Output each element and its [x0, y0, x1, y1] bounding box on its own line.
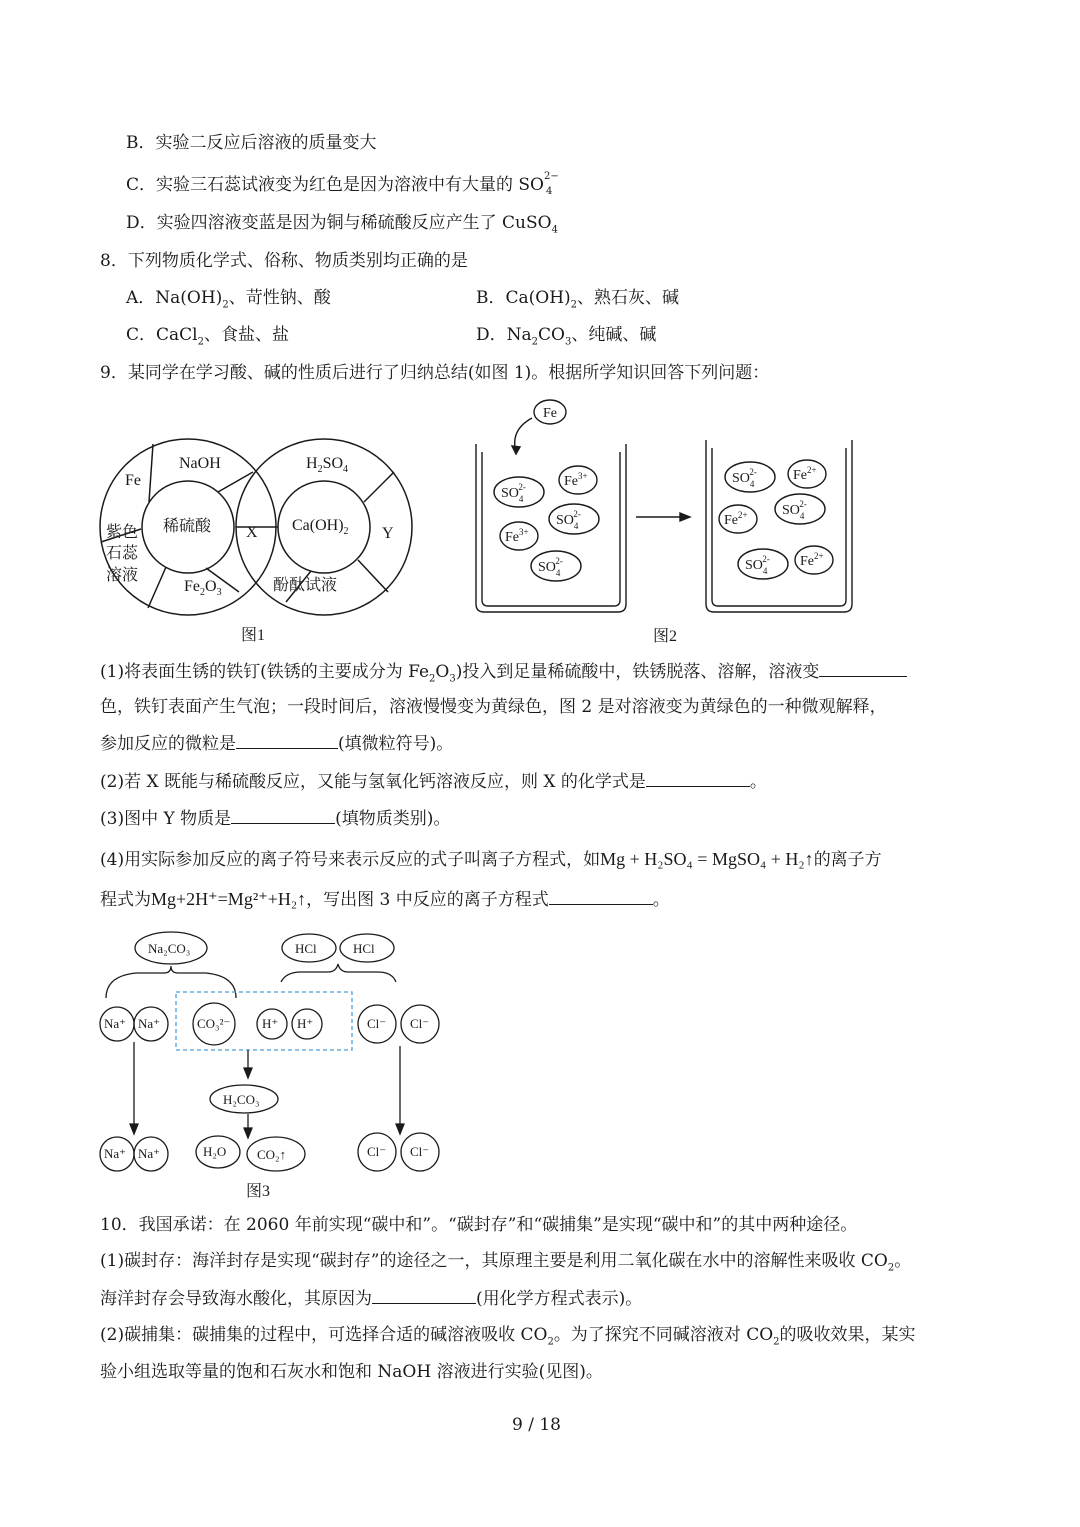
fig1-right-center: $Ca(OH)_2$ [292, 517, 349, 537]
fig2-ion-so4: $SO_42-$ [782, 499, 807, 521]
fig3-co3-ion: CO₃²⁻ [197, 1016, 231, 1031]
q9-stem: 9．某同学在学习酸、碱的性质后进行了归纳总结(如图 1)。根据所学知识回答下列问题： [100, 363, 770, 383]
fig1-left-center: 稀硫酸 [163, 518, 212, 535]
page-number: 9 / 18 [512, 1415, 561, 1435]
q8-stem: 8．下列物质化学式、俗称、物质类别均正确的是 [100, 251, 468, 271]
q8-option-b: B．$Ca(OH)_2$、熟石灰、碱 [476, 288, 680, 311]
figure-3 [96, 928, 446, 1204]
answer-blank[interactable] [549, 888, 653, 905]
q10-part2-line2: 验小组选取等量的饱和石灰水和饱和 NaOH 溶液进行实验(见图)。 [100, 1362, 603, 1382]
q9-part1-line3: 参加反应的微粒是 (填微粒符号)。 [100, 734, 454, 754]
fig2-ion-fe2: $Fe^{2+}$ [724, 510, 748, 528]
fig1-y-label: Y [382, 525, 394, 542]
q10-part2-line1: (2)碳捕集：碳捕集的过程中，可选择合适的碱溶液吸收 $CO_2$。为了探究不同碱溶液对 $CO_2$的吸收效果，某实 [100, 1325, 916, 1348]
fig2-ion-fe3: $Fe^{3+}$ [505, 527, 529, 545]
answer-blank[interactable] [236, 732, 338, 749]
fig1-litmus-1: 紫色 [106, 524, 139, 541]
q9-part1-line2: 色，铁钉表面产生气泡；一段时间后，溶液慢慢变为黄绿色，图 2 是对溶液变为黄绿色的一种微观解释， [100, 697, 887, 717]
fig3-na-ion: Na⁺ [138, 1016, 161, 1031]
fig2-ion-fe3: $Fe^{3+}$ [564, 471, 588, 489]
fig1-caption: 图1 [241, 627, 266, 644]
figure-1 [96, 432, 426, 654]
fig1-fe2o3: $Fe_2O_3$ [184, 578, 222, 598]
fig3-h-ion: H⁺ [297, 1016, 314, 1031]
q9-part3: (3)图中 Y 物质是 (填物质类别)。 [100, 809, 451, 829]
q8-option-a: A．$Na(OH)_2$、苛性钠、酸 [126, 288, 331, 311]
answer-blank[interactable] [819, 660, 907, 677]
fig2-ion-so4: $SO_42-$ [538, 556, 563, 578]
fig3-hcl: HCl [295, 941, 317, 956]
fig3-na-ion: Na⁺ [138, 1146, 161, 1161]
fig1-naoh: NaOH [179, 455, 221, 472]
q9-part2: (2)若 X 既能与稀硫酸反应，又能与氢氧化钙溶液反应，则 X 的化学式是 。 [100, 772, 767, 792]
fig1-litmus-3: 溶液 [106, 567, 139, 584]
answer-blank[interactable] [372, 1287, 476, 1304]
fig3-na-ion: Na⁺ [104, 1146, 127, 1161]
fig2-fe-label: Fe [543, 406, 557, 421]
q7-option-b: B．实验二反应后溶液的质量变大 [126, 133, 377, 153]
fig3-na2co3: Na₂CO₃ [148, 941, 191, 956]
fig2-ion-so4: $SO_42-$ [556, 509, 581, 531]
fig2-ion-so4: $SO_42-$ [745, 554, 770, 576]
figure-2 [470, 396, 860, 652]
q10-part1-line1: (1)碳封存：海洋封存是实现“碳封存”的途径之一，其原理主要是利用二氧化碳在水中的溶解性来吸收 $CO_2$。 [100, 1251, 912, 1274]
fig2-ion-so4: $SO_42-$ [732, 467, 757, 489]
fig1-fe: Fe [125, 472, 141, 489]
q9-part4-line2: 程式为Mg+2H⁺=Mg²⁺+H₂↑，写出图 3 中反应的离子方程式 。 [100, 889, 670, 910]
fig2-ion-fe2: $Fe^{2+}$ [793, 465, 817, 483]
fig3-h2co3: H₂CO₃ [223, 1092, 260, 1107]
fig2-ion-fe2: $Fe^{2+}$ [800, 551, 824, 569]
fig2-ion-so4: $SO_42-$ [501, 482, 526, 504]
fig1-litmus-2: 石蕊 [106, 545, 139, 562]
fig3-caption: 图3 [246, 1183, 271, 1200]
q7-option-c: C．实验三石蕊试液变为红色是因为溶液中有大量的 SO 2− 4 [126, 171, 559, 197]
fig3-na-ion: Na⁺ [104, 1016, 127, 1031]
fig3-h2o: H₂O [203, 1144, 227, 1159]
q9-part4-line1: (4)用实际参加反应的离子符号来表示反应的式子叫离子方程式，如Mg + H₂SO₄ = MgSO₄ + H₂↑的离子方 [100, 849, 882, 870]
fig2-caption: 图2 [653, 628, 678, 645]
answer-blank[interactable] [646, 770, 750, 787]
q8-option-c: C．CaCl$_2$、食盐、盐 [126, 325, 289, 348]
fig1-x-label: X [246, 524, 258, 541]
q9-part1-line1: (1)将表面生锈的铁钉(铁锈的主要成分为 $Fe_2O_3$)投入到足量稀硫酸中，铁锈脱落、溶解，溶液变 [100, 660, 907, 683]
fig3-cl-ion: Cl⁻ [367, 1144, 387, 1159]
q10-stem: 10．我国承诺：在 2060 年前实现“碳中和”。“碳封存”和“碳捕集”是实现“碳中和”的其中两种途径。 [100, 1215, 858, 1235]
q7-option-d: D．实验四溶液变蓝是因为铜与稀硫酸反应产生了 CuSO$_4$ [126, 213, 558, 236]
fig3-h-ion: H⁺ [262, 1016, 279, 1031]
fig3-hcl: HCl [353, 941, 375, 956]
fig3-cl-ion: Cl⁻ [410, 1016, 430, 1031]
fig1-h2so4: $H_2SO_4$ [306, 455, 349, 475]
q10-part1-line2: 海洋封存会导致海水酸化，其原因为 (用化学方程式表示)。 [100, 1289, 643, 1309]
fig3-cl-ion: Cl⁻ [367, 1016, 387, 1031]
fig3-co2: CO₂↑ [257, 1147, 287, 1162]
fig3-cl-ion: Cl⁻ [410, 1144, 430, 1159]
fig1-phenolphthalein: 酚酞试液 [273, 577, 338, 594]
q8-option-d: D．$Na_2CO_3$、纯碱、碱 [476, 325, 657, 348]
answer-blank[interactable] [231, 807, 335, 824]
